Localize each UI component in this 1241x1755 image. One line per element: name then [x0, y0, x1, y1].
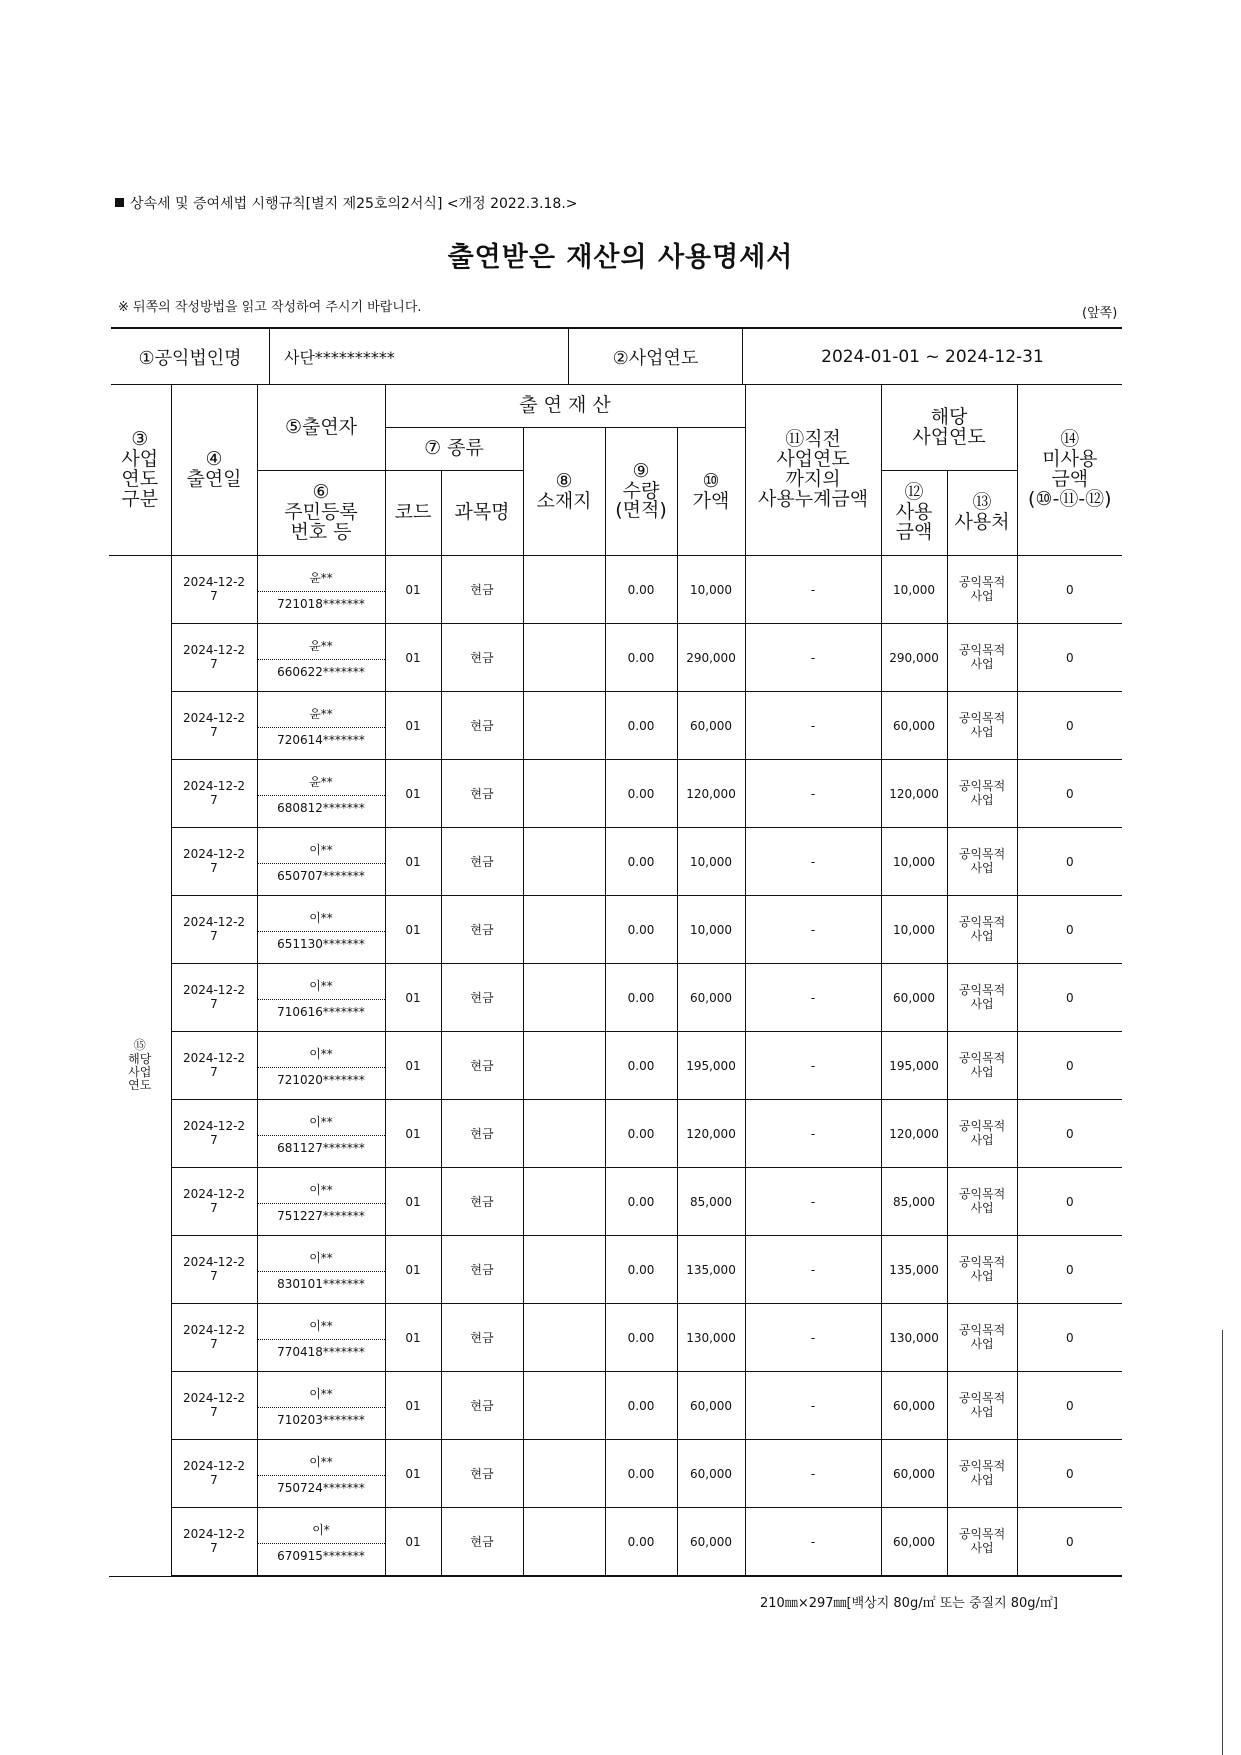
- page-side-label: (앞쪽): [1082, 306, 1118, 321]
- donor-id: 650707*******: [258, 863, 385, 883]
- cell-quantity: 0.00: [605, 828, 677, 896]
- business-year-value: 2024-01-01 ~ 2024-12-31: [743, 328, 1123, 385]
- donor-id: 681127*******: [258, 1135, 385, 1155]
- cell-subject: 현금: [441, 1372, 523, 1440]
- cell-unused-amount: 0: [1017, 828, 1122, 896]
- cell-donation-date: 2024-12-2 7: [171, 760, 257, 828]
- segment-label: ⑮ 해당 사업 연도: [109, 556, 171, 1577]
- donor-name: 이*: [312, 1522, 330, 1537]
- cell-value: 120,000: [677, 760, 745, 828]
- cell-value: 60,000: [677, 692, 745, 760]
- cell-location: [523, 1304, 605, 1372]
- cell-quantity: 0.00: [605, 1508, 677, 1577]
- cell-donor: [257, 828, 385, 896]
- cell-usage-place: 공익목적 사업: [947, 828, 1017, 896]
- donor-name: 이**: [309, 1386, 333, 1401]
- cell-donation-date: 2024-12-2 7: [171, 1236, 257, 1304]
- cell-quantity: 0.00: [605, 1236, 677, 1304]
- cell-donation-date: 2024-12-2 7: [171, 896, 257, 964]
- cell-subject: 현금: [441, 964, 523, 1032]
- cell-location: [523, 760, 605, 828]
- cell-usage-place: 공익목적 사업: [947, 1168, 1017, 1236]
- cell-location: [523, 896, 605, 964]
- cell-quantity: 0.00: [605, 1032, 677, 1100]
- cell-used-amount: 195,000: [881, 1032, 947, 1100]
- cell-subject: 현금: [441, 624, 523, 692]
- cell-used-amount: 60,000: [881, 964, 947, 1032]
- regulation-note: [115, 193, 578, 213]
- header-subject: 과목명: [441, 471, 523, 556]
- cell-quantity: 0.00: [605, 1372, 677, 1440]
- cell-used-amount: 130,000: [881, 1304, 947, 1372]
- cell-donor: [257, 1032, 385, 1100]
- cell-used-amount: 60,000: [881, 1440, 947, 1508]
- cell-code: 01: [385, 1440, 441, 1508]
- cell-code: 01: [385, 1168, 441, 1236]
- cell-quantity: 0.00: [605, 624, 677, 692]
- cell-location: [523, 1100, 605, 1168]
- cell-used-amount: 10,000: [881, 896, 947, 964]
- cell-usage-place: 공익목적 사업: [947, 692, 1017, 760]
- header-value: ⑩ 가액: [677, 428, 745, 556]
- cell-quantity: 0.00: [605, 692, 677, 760]
- cell-donor: [257, 1440, 385, 1508]
- header-usage-place: ⑬ 사용처: [947, 471, 1017, 556]
- cell-code: 01: [385, 556, 441, 624]
- cell-location: [523, 692, 605, 760]
- cell-donor: [257, 1100, 385, 1168]
- donor-name: 이**: [309, 1046, 333, 1061]
- cell-unused-amount: 0: [1017, 1032, 1122, 1100]
- cell-location: [523, 1168, 605, 1236]
- cell-subject: 현금: [441, 760, 523, 828]
- donor-id: 751227*******: [258, 1203, 385, 1223]
- donor-id: 660622*******: [258, 659, 385, 679]
- cell-usage-place: 공익목적 사업: [947, 1440, 1017, 1508]
- donor-name: 이**: [309, 1182, 333, 1197]
- header-unused-amount: ⑭ 미사용 금액 (⑩-⑪-⑫): [1017, 385, 1122, 556]
- cell-usage-place: 공익목적 사업: [947, 760, 1017, 828]
- table-row: [109, 760, 1122, 828]
- cell-prior-cumulative: -: [745, 1304, 881, 1372]
- cell-used-amount: 135,000: [881, 1236, 947, 1304]
- cell-prior-cumulative: -: [745, 1440, 881, 1508]
- table-row: [109, 828, 1122, 896]
- cell-unused-amount: 0: [1017, 1236, 1122, 1304]
- cell-donor: [257, 1508, 385, 1577]
- cell-usage-place: 공익목적 사업: [947, 1304, 1017, 1372]
- cell-location: [523, 556, 605, 624]
- donor-name: 윤**: [309, 570, 333, 585]
- cell-used-amount: 60,000: [881, 1508, 947, 1577]
- cell-unused-amount: 0: [1017, 896, 1122, 964]
- cell-donor: [257, 1168, 385, 1236]
- cell-used-amount: 290,000: [881, 624, 947, 692]
- cell-usage-place: 공익목적 사업: [947, 896, 1017, 964]
- cell-unused-amount: 0: [1017, 964, 1122, 1032]
- donor-id: 721018*******: [258, 591, 385, 611]
- donor-id: 710203*******: [258, 1407, 385, 1427]
- cell-code: 01: [385, 1372, 441, 1440]
- cell-location: [523, 1236, 605, 1304]
- cell-value: 120,000: [677, 1100, 745, 1168]
- header-donor: ⑤출연자: [257, 385, 385, 471]
- table-row: [109, 1168, 1122, 1236]
- cell-code: 01: [385, 1100, 441, 1168]
- cell-usage-place: 공익목적 사업: [947, 1032, 1017, 1100]
- paper-spec-footer: 210㎜×297㎜[백상지 80g/㎡ 또는 중질지 80g/㎡]: [760, 1596, 1059, 1611]
- cell-prior-cumulative: -: [745, 1168, 881, 1236]
- cell-subject: 현금: [441, 1168, 523, 1236]
- cell-subject: 현금: [441, 1032, 523, 1100]
- cell-code: 01: [385, 896, 441, 964]
- cell-usage-place: 공익목적 사업: [947, 624, 1017, 692]
- table-row: [109, 1304, 1122, 1372]
- cell-donation-date: 2024-12-2 7: [171, 1032, 257, 1100]
- cell-usage-place: 공익목적 사업: [947, 1100, 1017, 1168]
- donor-name: 이**: [309, 910, 333, 925]
- scan-margin-line: [1222, 1330, 1223, 1755]
- table-row: [109, 1508, 1122, 1577]
- cell-used-amount: 120,000: [881, 760, 947, 828]
- cell-value: 290,000: [677, 624, 745, 692]
- cell-usage-place: 공익목적 사업: [947, 964, 1017, 1032]
- header-asset-group: 출 연 재 산: [385, 385, 745, 428]
- cell-donation-date: 2024-12-2 7: [171, 828, 257, 896]
- cell-unused-amount: 0: [1017, 760, 1122, 828]
- cell-prior-cumulative: -: [745, 1236, 881, 1304]
- cell-subject: 현금: [441, 1304, 523, 1372]
- cell-used-amount: 10,000: [881, 556, 947, 624]
- cell-location: [523, 624, 605, 692]
- cell-unused-amount: 0: [1017, 692, 1122, 760]
- cell-value: 60,000: [677, 1440, 745, 1508]
- org-name-label: ①공익법인명: [111, 328, 270, 385]
- table-row: [109, 964, 1122, 1032]
- donor-name: 윤**: [309, 706, 333, 721]
- donation-usage-table: [109, 385, 1122, 1577]
- cell-code: 01: [385, 828, 441, 896]
- cell-value: 10,000: [677, 828, 745, 896]
- cell-value: 60,000: [677, 1372, 745, 1440]
- page-title: 출연받은 재산의 사용명세서: [447, 242, 794, 273]
- cell-prior-cumulative: -: [745, 1032, 881, 1100]
- cell-donation-date: 2024-12-2 7: [171, 624, 257, 692]
- cell-prior-cumulative: -: [745, 1100, 881, 1168]
- cell-location: [523, 1032, 605, 1100]
- cell-quantity: 0.00: [605, 964, 677, 1032]
- header-donation-date: ④ 출연일: [171, 385, 257, 556]
- cell-donation-date: 2024-12-2 7: [171, 1372, 257, 1440]
- cell-donor: [257, 896, 385, 964]
- cell-donor: [257, 964, 385, 1032]
- cell-donor: [257, 556, 385, 624]
- cell-prior-cumulative: -: [745, 964, 881, 1032]
- org-name-value: 사단**********: [270, 328, 569, 385]
- cell-unused-amount: 0: [1017, 1372, 1122, 1440]
- cell-donor: [257, 692, 385, 760]
- table-row: [109, 692, 1122, 760]
- table-body: [109, 556, 1122, 1577]
- donor-id: 721020*******: [258, 1067, 385, 1087]
- donor-name: 윤**: [309, 774, 333, 789]
- cell-prior-cumulative: -: [745, 556, 881, 624]
- cell-donor: [257, 1236, 385, 1304]
- table-row: [109, 1032, 1122, 1100]
- table-row: [109, 1372, 1122, 1440]
- cell-subject: 현금: [441, 896, 523, 964]
- cell-donor: [257, 760, 385, 828]
- cell-prior-cumulative: -: [745, 1372, 881, 1440]
- cell-code: 01: [385, 1032, 441, 1100]
- cell-location: [523, 1440, 605, 1508]
- cell-code: 01: [385, 1304, 441, 1372]
- header-prior-cumulative: ⑪직전 사업연도 까지의 사용누계금액: [745, 385, 881, 556]
- cell-code: 01: [385, 760, 441, 828]
- cell-unused-amount: 0: [1017, 1168, 1122, 1236]
- cell-location: [523, 1508, 605, 1577]
- cell-used-amount: 10,000: [881, 828, 947, 896]
- business-year-label: ②사업연도: [569, 328, 743, 385]
- cell-quantity: 0.00: [605, 556, 677, 624]
- header-current-year: 해당 사업연도: [881, 385, 1017, 471]
- table-row: [109, 896, 1122, 964]
- cell-used-amount: 60,000: [881, 692, 947, 760]
- cell-subject: 현금: [441, 1508, 523, 1577]
- cell-location: [523, 1372, 605, 1440]
- donor-name: 이**: [309, 1114, 333, 1129]
- cell-subject: 현금: [441, 1236, 523, 1304]
- cell-quantity: 0.00: [605, 1440, 677, 1508]
- cell-value: 60,000: [677, 1508, 745, 1577]
- header-kind: ⑦ 종류: [385, 428, 523, 471]
- cell-quantity: 0.00: [605, 1168, 677, 1236]
- header-used-amount: ⑫ 사용 금액: [881, 471, 947, 556]
- cell-prior-cumulative: -: [745, 760, 881, 828]
- table-row: [109, 624, 1122, 692]
- cell-prior-cumulative: -: [745, 896, 881, 964]
- cell-donation-date: 2024-12-2 7: [171, 1304, 257, 1372]
- square-bullet-icon: [115, 198, 124, 207]
- cell-used-amount: 120,000: [881, 1100, 947, 1168]
- donor-id: 750724*******: [258, 1475, 385, 1495]
- table-row: [109, 1440, 1122, 1508]
- cell-value: 195,000: [677, 1032, 745, 1100]
- cell-usage-place: 공익목적 사업: [947, 1508, 1017, 1577]
- donor-name: 이**: [309, 1318, 333, 1333]
- table-row: [109, 1100, 1122, 1168]
- cell-prior-cumulative: -: [745, 692, 881, 760]
- cell-quantity: 0.00: [605, 760, 677, 828]
- cell-subject: 현금: [441, 1100, 523, 1168]
- donor-name: 이**: [309, 978, 333, 993]
- cell-usage-place: 공익목적 사업: [947, 1236, 1017, 1304]
- cell-code: 01: [385, 624, 441, 692]
- header-resident-number: ⑥ 주민등록 번호 등: [257, 471, 385, 556]
- cell-code: 01: [385, 964, 441, 1032]
- cell-prior-cumulative: -: [745, 624, 881, 692]
- cell-donor: [257, 1372, 385, 1440]
- cell-quantity: 0.00: [605, 1304, 677, 1372]
- donor-id: 830101*******: [258, 1271, 385, 1291]
- cell-donation-date: 2024-12-2 7: [171, 1508, 257, 1577]
- regulation-text: 상속세 및 증여세법 시행규칙[별지 제25호의2서식] <개정 2022.3.18.>: [130, 196, 578, 212]
- cell-unused-amount: 0: [1017, 1508, 1122, 1577]
- table-row: [109, 1236, 1122, 1304]
- header-location: ⑧ 소재지: [523, 428, 605, 556]
- cell-location: [523, 964, 605, 1032]
- cell-donation-date: 2024-12-2 7: [171, 1168, 257, 1236]
- donor-id: 720614*******: [258, 727, 385, 747]
- cell-code: 01: [385, 1508, 441, 1577]
- cell-prior-cumulative: -: [745, 1508, 881, 1577]
- donor-name: 이**: [309, 1454, 333, 1469]
- header-segment: ③ 사업 연도 구분: [109, 385, 171, 556]
- cell-unused-amount: 0: [1017, 624, 1122, 692]
- cell-usage-place: 공익목적 사업: [947, 1372, 1017, 1440]
- cell-value: 85,000: [677, 1168, 745, 1236]
- donor-id: 680812*******: [258, 795, 385, 815]
- cell-subject: 현금: [441, 828, 523, 896]
- cell-unused-amount: 0: [1017, 1440, 1122, 1508]
- cell-donation-date: 2024-12-2 7: [171, 692, 257, 760]
- cell-value: 60,000: [677, 964, 745, 1032]
- instruction-text: ※ 뒤쪽의 작성방법을 읽고 작성하여 주시기 바랍니다.: [118, 300, 422, 315]
- donor-id: 770418*******: [258, 1339, 385, 1359]
- donor-id: 710616*******: [258, 999, 385, 1019]
- table-row: [109, 556, 1122, 624]
- cell-donation-date: 2024-12-2 7: [171, 1440, 257, 1508]
- cell-donor: [257, 1304, 385, 1372]
- cell-donor: [257, 624, 385, 692]
- cell-used-amount: 85,000: [881, 1168, 947, 1236]
- cell-code: 01: [385, 692, 441, 760]
- cell-unused-amount: 0: [1017, 556, 1122, 624]
- donor-name: 이**: [309, 842, 333, 857]
- donor-id: 670915*******: [258, 1543, 385, 1563]
- header-quantity: ⑨ 수량 (면적): [605, 428, 677, 556]
- cell-subject: 현금: [441, 1440, 523, 1508]
- cell-unused-amount: 0: [1017, 1304, 1122, 1372]
- cell-used-amount: 60,000: [881, 1372, 947, 1440]
- cell-code: 01: [385, 1236, 441, 1304]
- cell-value: 130,000: [677, 1304, 745, 1372]
- cell-location: [523, 828, 605, 896]
- cell-donation-date: 2024-12-2 7: [171, 1100, 257, 1168]
- donor-id: 651130*******: [258, 931, 385, 951]
- cell-value: 10,000: [677, 556, 745, 624]
- cell-subject: 현금: [441, 556, 523, 624]
- cell-donation-date: 2024-12-2 7: [171, 556, 257, 624]
- donor-name: 윤**: [309, 638, 333, 653]
- cell-unused-amount: 0: [1017, 1100, 1122, 1168]
- cell-donation-date: 2024-12-2 7: [171, 964, 257, 1032]
- cell-quantity: 0.00: [605, 1100, 677, 1168]
- org-info-table: [111, 327, 1122, 385]
- cell-value: 135,000: [677, 1236, 745, 1304]
- header-code: 코드: [385, 471, 441, 556]
- cell-prior-cumulative: -: [745, 828, 881, 896]
- cell-quantity: 0.00: [605, 896, 677, 964]
- cell-value: 10,000: [677, 896, 745, 964]
- cell-subject: 현금: [441, 692, 523, 760]
- cell-usage-place: 공익목적 사업: [947, 556, 1017, 624]
- donor-name: 이**: [309, 1250, 333, 1265]
